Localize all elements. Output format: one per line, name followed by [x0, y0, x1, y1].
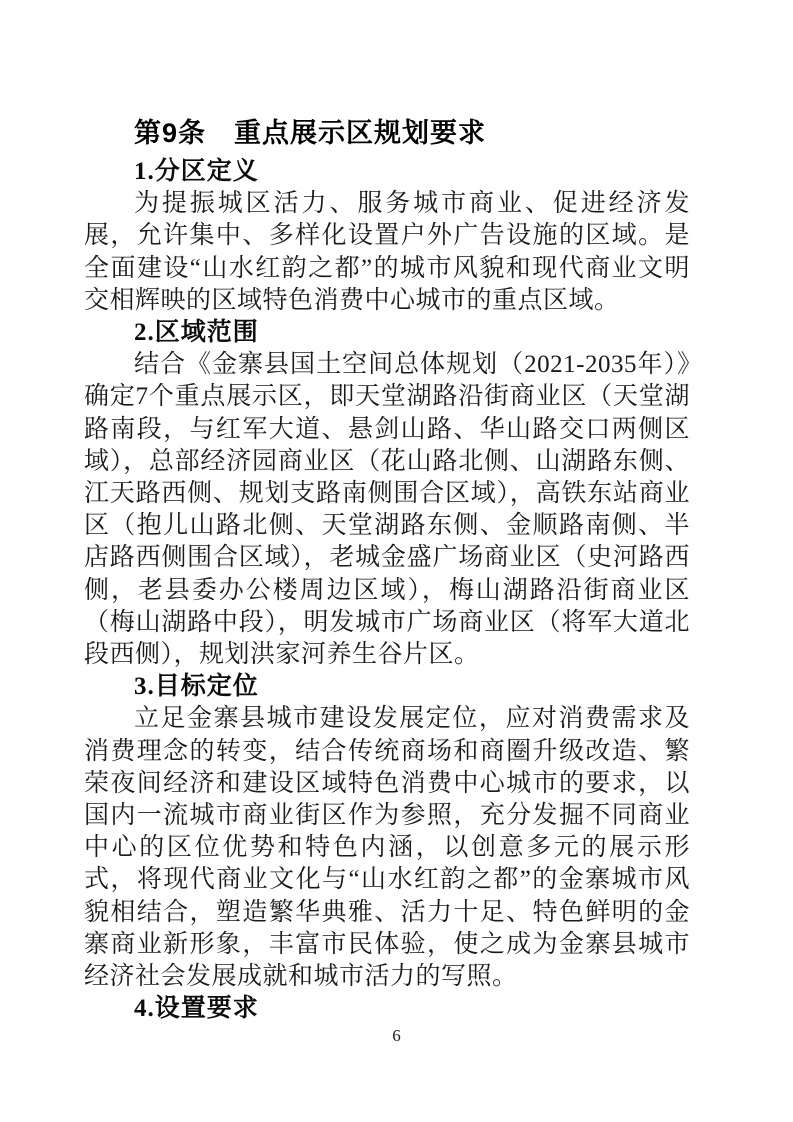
section-paragraph-target-positioning: 立足金寨县城市建设发展定位，应对消费需求及消费理念的转变，结合传统商场和商圈升级改造、繁荣夜间经济和建设区域特色消费中心城市的要求，以国内一流城市商业街区作为参照，充分发掘不同商业中心的区位优势和特色内涵，以创意多元的展示形式，将现代商业文化与“山水红韵之都”的金寨城市风貌相结合，塑造繁华典雅、活力十足、特色鲜明的金寨商业新形象，丰富市民体验，使之成为金寨县城市经济社会发展成就和城市活力的写照。 — [84, 705, 690, 991]
section-heading-target-positioning: 3.目标定位 — [134, 673, 259, 701]
section-setup-requirements — [84, 993, 690, 1024]
section-area-scope — [84, 317, 690, 671]
section-heading-zone-definition: 1.分区定义 — [134, 158, 259, 185]
section-heading-setup-requirements: 4.设置要求 — [134, 995, 259, 1023]
section-heading-area-scope: 2.区域范围 — [134, 319, 259, 347]
section-zone-definition — [84, 156, 690, 317]
article-title: 第9条 重点展示区规划要求 — [134, 118, 487, 148]
document-content — [84, 116, 690, 1024]
section-paragraph-zone-definition: 为提振城区活力、服务城市商业、促进经济发展，允许集中、多样化设置户外广告设施的区域。是全面建设“山水红韵之都”的城市风貌和现代商业文明交相辉映的区域特色消费中心城市的重点区域。 — [84, 190, 690, 314]
section-paragraph-area-scope: 结合《金寨县国土空间总体规划（2021-2035年）》确定7个重点展示区，即天堂湖路沿街商业区（天堂湖路南段，与红军大道、悬剑山路、华山路交口两侧区域），总部经济园商业区（花山路北侧、山湖路东侧、江天路西侧、规划支路南侧围合区域），高铁东站商业区（抱儿山路北侧、天堂湖路东侧、金顺路南侧、半店路西侧围合区域），老城金盛广场商业区（史河路西侧，老县委办公楼周边区域），梅山湖路沿街商业区（梅山湖路中段），明发城市广场商业区（将军大道北段西侧），规划洪家河养生谷片区。 — [84, 351, 690, 669]
page-number: 6 — [392, 1026, 401, 1045]
section-target-positioning — [84, 671, 690, 993]
